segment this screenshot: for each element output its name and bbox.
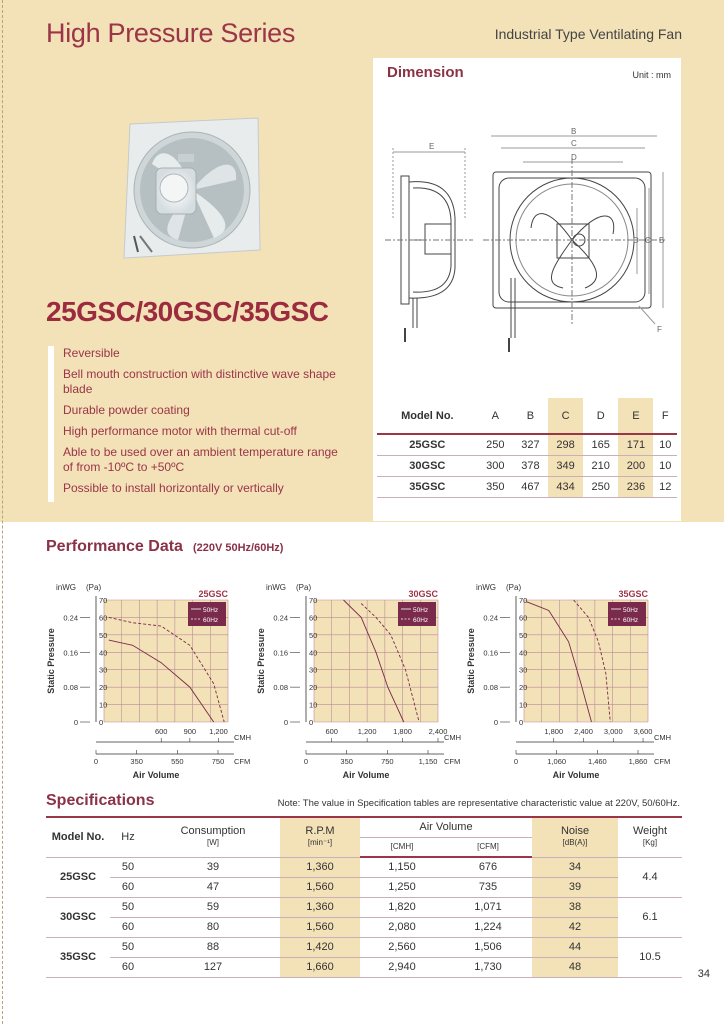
spec-cell: 50 — [110, 937, 146, 957]
chart-y-unit-pa: (Pa) — [86, 583, 102, 592]
feature-item: Reversible — [63, 346, 120, 360]
performance-title-text: Performance Data — [46, 538, 183, 555]
spec-cell: 1,150 — [360, 857, 444, 877]
dimension-drawing — [373, 128, 681, 408]
spec-cell: 50 — [110, 857, 146, 877]
chart-x-tick-cfm: 350 — [130, 757, 143, 766]
dim-cell: 12 — [653, 476, 677, 497]
chart-x-unit-cmh: CMH — [654, 733, 672, 742]
chart-y-tick-pa: 40 — [99, 648, 108, 658]
dim-cell: 250 — [583, 476, 618, 497]
performance-title — [46, 538, 283, 556]
chart-title: 35GSC — [618, 589, 648, 599]
chart-x-tick-cfm: 0 — [513, 757, 519, 766]
spec-col-cfm: [CFM] — [444, 837, 532, 857]
spec-cell: 1,071 — [444, 897, 532, 917]
chart-y-tick-inwg: 0 — [73, 718, 78, 727]
table-row — [46, 877, 682, 897]
chart-x-tick-cmh: 2,400 — [574, 727, 593, 736]
chart-x-tick-cfm: 1,460 — [587, 757, 607, 766]
spec-cell: 676 — [444, 857, 532, 877]
spec-cell: 1,360 — [280, 857, 360, 877]
spec-cell: 80 — [146, 917, 280, 937]
page-number: 34 — [697, 968, 710, 980]
chart-x-tick-cmh: 900 — [183, 727, 197, 736]
chart-y-tick-pa: 70 — [99, 596, 108, 605]
spec-cell: 1,730 — [444, 957, 532, 977]
spec-col-weight — [618, 817, 682, 857]
chart-legend-label: 60Hz — [413, 617, 429, 624]
dim-col-e: E — [618, 398, 653, 434]
chart-y-tick-inwg: 0 — [283, 718, 288, 727]
models-title: 25GSC/30GSC/35GSC — [46, 296, 329, 327]
chart-x-unit-cmh: CMH — [444, 733, 462, 742]
spec-cell: 39 — [532, 877, 618, 897]
specifications-note: Note: The value in Specification tables are representative characteristic value at 220V, 50/60Hz. — [277, 798, 680, 809]
chart-y-tick-pa: 10 — [309, 700, 318, 710]
dim-cell: 30GSC — [377, 455, 478, 476]
spec-col-hz: Hz — [110, 817, 146, 857]
dim-cell: 200 — [618, 455, 653, 476]
chart-x-unit-cfm: CFM — [444, 757, 461, 766]
feature-item: High performance motor with thermal cut-off — [63, 424, 297, 438]
chart-y-tick-inwg: 0.08 — [273, 683, 288, 693]
dim-cell: 467 — [513, 476, 548, 497]
chart-y-tick-inwg: 0.16 — [63, 648, 78, 658]
spec-cell: 88 — [146, 937, 280, 957]
spec-cell: 2,080 — [360, 917, 444, 937]
chart-y-tick-pa: 0 — [519, 718, 524, 727]
dim-col-c: C — [548, 398, 583, 434]
chart-x-tick-cmh: 1,200 — [357, 727, 377, 736]
spec-cell: 1,660 — [280, 957, 360, 977]
table-row — [46, 937, 682, 957]
spec-rpm-unit: [min⁻¹] — [307, 838, 333, 848]
chart-x-unit-cfm: CFM — [654, 757, 671, 766]
dim-col-a: A — [478, 398, 513, 434]
chart-x-tick-cmh: 3,600 — [633, 727, 653, 736]
chart-y-unit-inwg: inWG — [266, 583, 286, 592]
dim-cell: 25GSC — [377, 434, 478, 455]
chart-y-tick-pa: 30 — [99, 665, 108, 675]
dimension-panel — [373, 58, 681, 521]
spec-col-consumption — [146, 817, 280, 857]
chart-y-tick-inwg: 0.24 — [273, 613, 288, 623]
table-row — [46, 957, 682, 977]
specifications-table — [46, 816, 682, 978]
dim-label-e: E — [429, 142, 435, 151]
chart-x-tick-cmh: 3,000 — [603, 727, 623, 736]
chart-y-tick-pa: 0 — [99, 718, 104, 727]
dim-label-d-side: D — [633, 236, 639, 245]
chart-legend-label: 50Hz — [413, 607, 429, 614]
dimension-table — [377, 398, 677, 498]
spec-cell: 39 — [146, 857, 280, 877]
chart-y-tick-inwg: 0.24 — [483, 613, 498, 623]
spec-cell: 38 — [532, 897, 618, 917]
table-row — [46, 857, 682, 877]
chart-legend-label: 50Hz — [623, 607, 639, 614]
spec-cell: 735 — [444, 877, 532, 897]
chart-x-tick-cfm: 350 — [340, 757, 353, 766]
performance-chart-30gsc — [256, 580, 462, 780]
series-subtitle: Industrial Type Ventilating Fan — [494, 26, 682, 42]
chart-y-tick-pa: 50 — [99, 630, 108, 640]
spec-col-rpm — [280, 817, 360, 857]
spec-noise-unit: [dB(A)] — [562, 838, 588, 848]
spec-cell: 60 — [110, 957, 146, 977]
dim-cell: 350 — [478, 476, 513, 497]
chart-x-tick-cfm: 1,150 — [418, 757, 438, 766]
chart-y-unit-inwg: inWG — [56, 583, 76, 592]
dim-cell: 300 — [478, 455, 513, 476]
dim-cell: 210 — [583, 455, 618, 476]
dim-cell: 10 — [653, 434, 677, 455]
spec-cell: 1,560 — [280, 917, 360, 937]
spec-cell: 1,560 — [280, 877, 360, 897]
chart-y-tick-inwg: 0.16 — [483, 648, 498, 658]
chart-x-tick-cfm: 1,060 — [547, 757, 567, 766]
chart-x-tick-cfm: 1,860 — [628, 757, 648, 766]
spec-weight-cell: 4.4 — [618, 857, 682, 897]
dim-cell: 434 — [548, 476, 583, 497]
spec-cell: 1,820 — [360, 897, 444, 917]
spec-cell: 42 — [532, 917, 618, 937]
chart-y-tick-inwg: 0.24 — [63, 613, 78, 623]
dim-cell: 171 — [618, 434, 653, 455]
table-row — [377, 455, 677, 476]
chart-y-tick-pa: 30 — [519, 665, 528, 675]
chart-y-tick-pa: 30 — [309, 665, 318, 675]
chart-y-label: Static Pressure — [256, 628, 266, 694]
chart-legend-label: 60Hz — [203, 617, 219, 624]
table-row — [46, 897, 682, 917]
chart-x-tick-cmh: 600 — [325, 727, 338, 736]
dim-cell: 298 — [548, 434, 583, 455]
chart-title: 25GSC — [198, 589, 228, 599]
dim-label-d: D — [571, 153, 577, 162]
chart-x-label: Air Volume — [342, 770, 390, 780]
chart-y-tick-pa: 20 — [99, 683, 108, 693]
spec-weight-cell: 10.5 — [618, 937, 682, 977]
chart-x-tick-cfm: 750 — [381, 757, 394, 766]
chart-x-tick-cmh: 2,400 — [428, 727, 448, 736]
spec-model-cell: 25GSC — [46, 857, 110, 897]
dim-label-b-side: B — [659, 236, 665, 245]
dim-cell: 349 — [548, 455, 583, 476]
dim-cell: 165 — [583, 434, 618, 455]
chart-x-label: Air Volume — [552, 770, 600, 780]
dim-cell: 378 — [513, 455, 548, 476]
feature-item: Able to be used over an ambient temperature range of from -10ºC to +50ºC — [63, 445, 338, 474]
spec-cell: 34 — [532, 857, 618, 877]
dim-label-f: F — [657, 325, 662, 334]
specifications-title: Specifications — [46, 792, 155, 809]
chart-x-unit-cmh: CMH — [234, 733, 252, 742]
dim-cell: 236 — [618, 476, 653, 497]
chart-y-tick-pa: 60 — [99, 613, 108, 623]
fan-photo — [118, 118, 264, 264]
chart-legend-label: 50Hz — [203, 607, 219, 614]
chart-title: 30GSC — [408, 589, 438, 599]
feature-item: Bell mouth construction with distinctive wave shape blade — [63, 367, 336, 396]
chart-y-tick-pa: 10 — [519, 700, 528, 710]
chart-x-tick-cmh: 600 — [154, 727, 168, 736]
spec-cell: 47 — [146, 877, 280, 897]
spec-cell: 1,250 — [360, 877, 444, 897]
spec-weight-label: Weight — [632, 825, 668, 838]
spec-cell: 2,560 — [360, 937, 444, 957]
spec-cell: 59 — [146, 897, 280, 917]
series-title: High Pressure Series — [46, 18, 296, 48]
dim-col-b: B — [513, 398, 548, 434]
spec-col-noise — [532, 817, 618, 857]
feature-item: Possible to install horizontally or vertically — [63, 481, 284, 495]
feature-list — [48, 346, 348, 502]
chart-y-tick-pa: 40 — [519, 648, 528, 658]
chart-x-label: Air Volume — [132, 770, 180, 780]
performance-chart-25gsc — [46, 580, 252, 780]
performance-chart-35gsc — [466, 580, 672, 780]
chart-y-label: Static Pressure — [46, 628, 56, 694]
page-edge-dashes — [2, 0, 3, 1024]
table-row — [377, 434, 677, 455]
dim-col-f: F — [653, 398, 677, 434]
spec-cell: 48 — [532, 957, 618, 977]
dim-cell: 10 — [653, 455, 677, 476]
dim-col-model: Model No. — [377, 398, 478, 434]
spec-consumption-unit: [W] — [207, 838, 219, 848]
spec-col-model: Model No. — [46, 817, 110, 857]
spec-noise-label: Noise — [560, 825, 590, 838]
chart-y-tick-pa: 0 — [309, 718, 314, 727]
chart-y-unit-pa: (Pa) — [506, 583, 522, 592]
spec-model-cell: 30GSC — [46, 897, 110, 937]
chart-x-tick-cfm: 750 — [211, 757, 225, 766]
dim-label-c-side: C — [645, 236, 651, 245]
dim-cell: 250 — [478, 434, 513, 455]
chart-y-tick-inwg: 0.16 — [273, 648, 288, 658]
chart-y-tick-pa: 40 — [309, 648, 318, 658]
chart-y-tick-pa: 10 — [99, 700, 108, 710]
dimension-title: Dimension — [387, 64, 464, 81]
spec-model-cell: 35GSC — [46, 937, 110, 977]
spec-cell: 50 — [110, 897, 146, 917]
chart-y-tick-inwg: 0 — [493, 718, 498, 727]
chart-y-unit-inwg: inWG — [476, 583, 496, 592]
chart-x-tick-cfm: 0 — [93, 757, 99, 766]
spec-cell: 60 — [110, 877, 146, 897]
dim-label-c: C — [571, 139, 577, 148]
chart-legend-label: 60Hz — [623, 617, 639, 624]
dim-col-d: D — [583, 398, 618, 434]
chart-x-tick-cfm: 0 — [303, 757, 309, 766]
chart-y-tick-pa: 70 — [309, 596, 318, 605]
dim-label-b: B — [571, 127, 577, 136]
spec-weight-unit: [Kg] — [642, 838, 658, 848]
chart-x-tick-cmh: 1,800 — [544, 727, 564, 736]
chart-x-tick-cmh: 1,800 — [393, 727, 412, 736]
spec-weight-cell: 6.1 — [618, 897, 682, 937]
spec-cell: 127 — [146, 957, 280, 977]
chart-y-tick-pa: 50 — [519, 630, 528, 640]
spec-consumption-label: Consumption — [180, 825, 246, 838]
feature-item: Durable powder coating — [63, 403, 190, 417]
chart-x-tick-cmh: 1,200 — [209, 727, 228, 736]
chart-x-tick-cfm: 550 — [171, 757, 184, 766]
chart-y-tick-inwg: 0.08 — [63, 683, 78, 693]
spec-cell: 1,224 — [444, 917, 532, 937]
chart-y-tick-pa: 70 — [519, 596, 528, 605]
spec-col-cmh: [CMH] — [360, 837, 444, 857]
spec-col-air-volume: Air Volume — [360, 817, 532, 837]
dimension-unit: Unit : mm — [632, 70, 671, 80]
chart-y-tick-pa: 60 — [519, 613, 528, 623]
chart-y-unit-pa: (Pa) — [296, 583, 312, 592]
dim-cell: 327 — [513, 434, 548, 455]
chart-x-unit-cfm: CFM — [234, 757, 251, 766]
chart-y-tick-pa: 20 — [519, 683, 528, 693]
performance-subtitle: (220V 50Hz/60Hz) — [192, 542, 284, 554]
chart-y-tick-pa: 60 — [309, 613, 318, 623]
spec-cell: 2,940 — [360, 957, 444, 977]
spec-cell: 1,506 — [444, 937, 532, 957]
spec-cell: 1,420 — [280, 937, 360, 957]
table-row — [377, 476, 677, 497]
spec-cell: 44 — [532, 937, 618, 957]
dim-cell: 35GSC — [377, 476, 478, 497]
table-row — [46, 917, 682, 937]
spec-rpm-label: R.P.M — [305, 825, 335, 838]
chart-y-tick-pa: 50 — [309, 630, 318, 640]
spec-cell: 60 — [110, 917, 146, 937]
spec-cell: 1,360 — [280, 897, 360, 917]
chart-y-label: Static Pressure — [466, 628, 476, 694]
chart-y-tick-pa: 20 — [309, 683, 318, 693]
chart-y-tick-inwg: 0.08 — [483, 683, 498, 693]
